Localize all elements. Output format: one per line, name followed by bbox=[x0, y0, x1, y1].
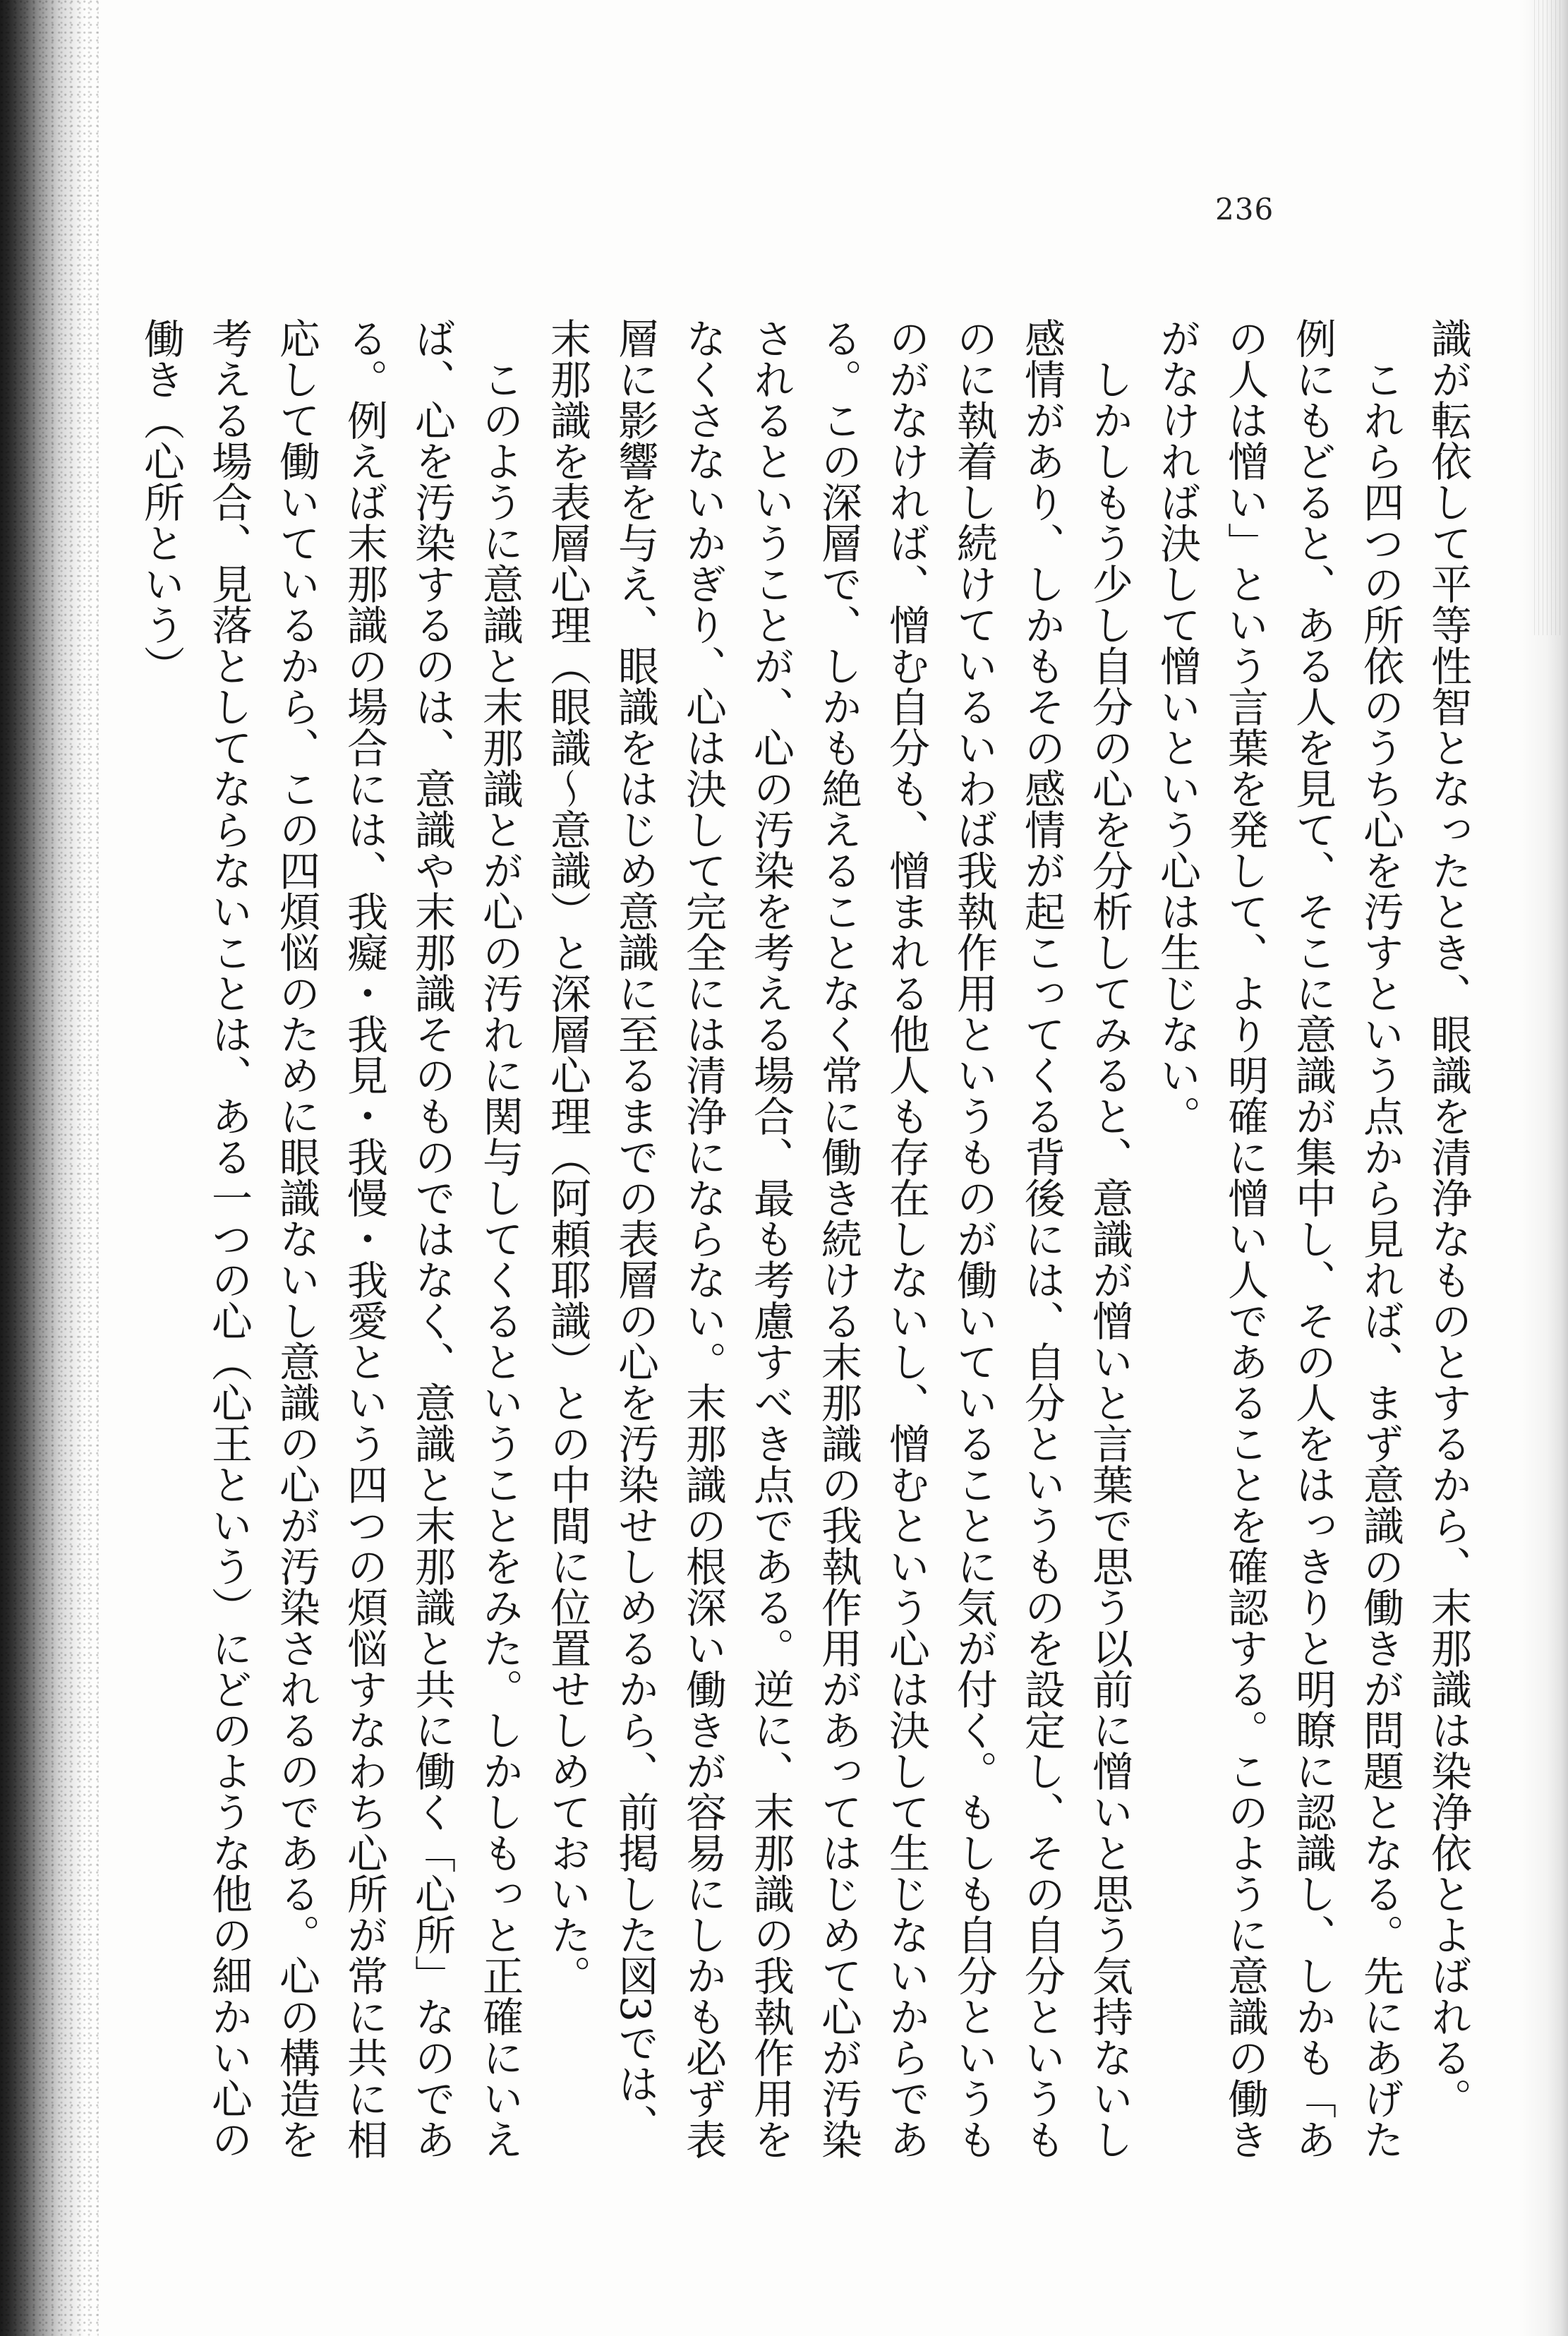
paragraph: これら四つの所依のうち心を汚すという点から見れば、まず意識の働きが問題となる。先にあげた例にもどると、ある人を見て、そこに意識が集中し、その人をはっきりと明瞭に認識し、しかも「あの人は憎い」という言葉を発して、より明確に憎い人であることを確認する。このように意識の働きがなければ決して憎いという心は生じない。 bbox=[1153, 318, 1404, 2160]
scan-noise bbox=[0, 0, 99, 2336]
page-number: 236 bbox=[1215, 192, 1274, 227]
page-edge-stack bbox=[1534, 0, 1562, 635]
paragraph: このように意識と末那識とが心の汚れに関与してくるということをみた。しかしもっと正確にいえば、心を汚染するのは、意識や末那識そのものではなく、意識と末那識と共に働く「心所」なのである。例えば末那識の場合には、我癡・我見・我慢・我愛という四つの煩悩すなわち心所が常に共に相応して働いているから、この四煩悩のために眼識ないし意識の心が汚染されるのである。心の構造を考える場合、見落としてならないことは、ある一つの心（心王という）にどのような他の細かい心の働き（心所という） bbox=[137, 318, 524, 2160]
paragraph: 識が転依して平等性智となったとき、眼識を清浄なものとするから、末那識は染浄依とよばれる。 bbox=[1424, 318, 1472, 2119]
paragraph: しかしもう少し自分の心を分析してみると、意識が憎いと言葉で思う以前に憎いと思う気持ないし感情があり、しかもその感情が起こってくる背後には、自分というものを設定し、その自分というものに執着し続けているいわば我執作用というものが働いていることに気が付く。もしも自分というものがなければ、憎む自分も、憎まれる他人も存在しないし、憎むという心は決して生じないからである。この深層で、しかも絶えることなく常に働き続ける末那識の我執作用があってはじめて心が汚染されるということが、心の汚染を考える場合、最も考慮すべき点である。逆に、末那識の我執作用をなくさないかぎり、心は決して完全には清浄にならない。末那識の根深い働きが容易にしかも必ず表層に影響を与え、眼識をはじめ意識に至るまでの表層の心を汚染せしめるから、前掲した図3では、末那識を表層心理（眼識〜意識）と深層心理（阿頼耶識）との中間に位置せしめておいた。 bbox=[543, 318, 1133, 2160]
vertical-body-text bbox=[127, 318, 1482, 2181]
